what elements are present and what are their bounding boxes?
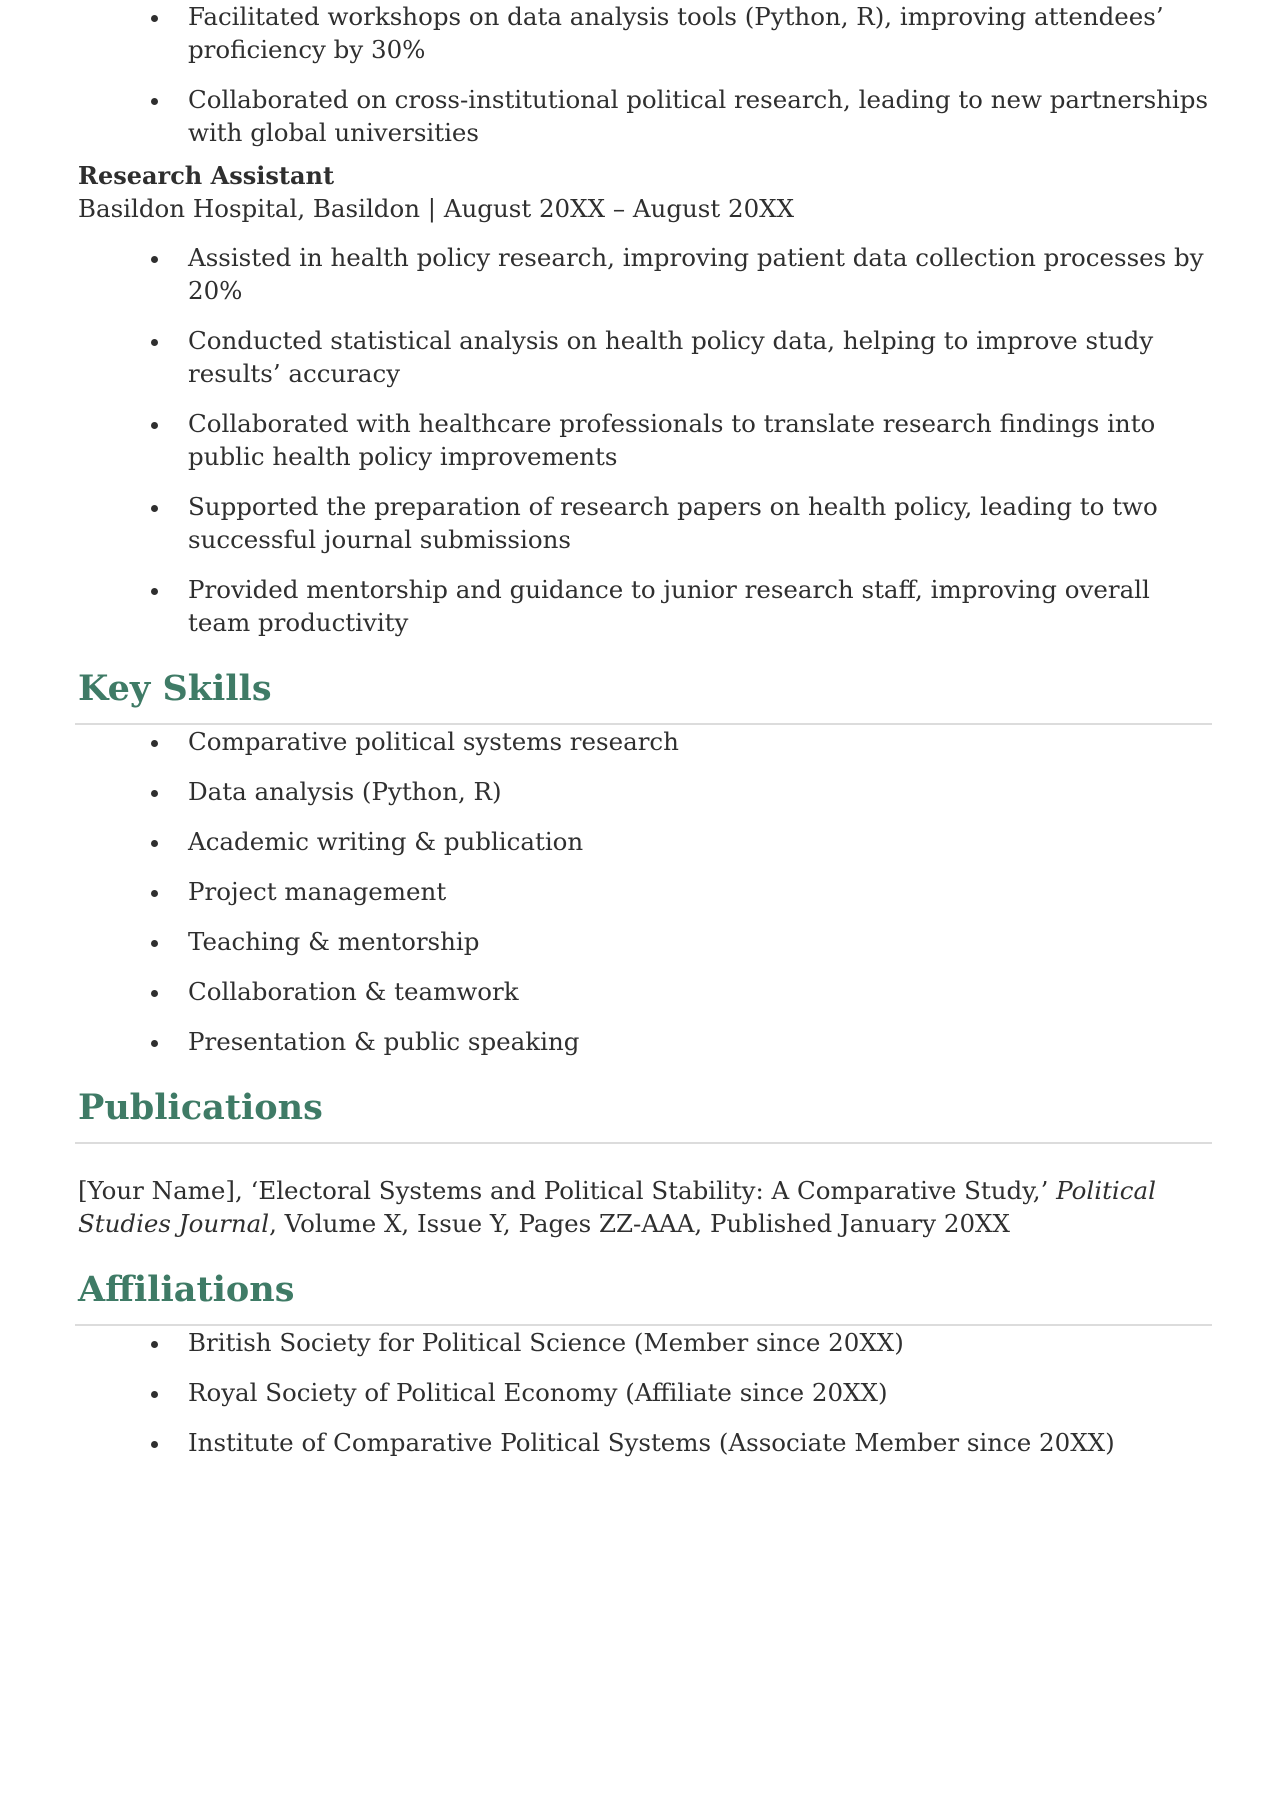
list-item: Conducted statistical analysis on health policy data, helping to improve study results’ accuracy — [188, 324, 1212, 390]
publications-heading: Publications — [75, 1086, 1212, 1144]
list-item: Assisted in health policy research, improving patient data collection processes by 20% — [188, 241, 1212, 307]
affiliations-list — [78, 1326, 1212, 1459]
list-item: Collaboration & teamwork — [188, 975, 1212, 1008]
publication-journal: Political Studies Journal — [78, 1176, 1156, 1238]
list-item: Academic writing & publication — [188, 825, 1212, 858]
resume-page — [78, 0, 1212, 1476]
list-item: Provided mentorship and guidance to junior research staff, improving overall team productivity — [188, 573, 1212, 639]
list-item: Institute of Comparative Political Systems (Associate Member since 20XX) — [188, 1426, 1212, 1459]
list-item: British Society for Political Science (Member since 20XX) — [188, 1326, 1212, 1359]
list-item: Supported the preparation of research papers on health policy, leading to two successful journal submissions — [188, 490, 1212, 556]
experience-bullet-list — [78, 0, 1212, 149]
job-meta: Basildon Hospital, Basildon | August 20XX – August 20XX — [78, 194, 795, 223]
publication-entry-suffix: , Volume X, Issue Y, Pages ZZ-AAA, Published January 20XX — [269, 1209, 1010, 1238]
list-item: Teaching & mentorship — [188, 925, 1212, 958]
publication-entry-prefix: [Your Name], ‘Electoral Systems and Political Stability: A Comparative Study,’ — [78, 1176, 1057, 1205]
list-item: Collaborated with healthcare professionals to translate research findings into public health policy improvements — [188, 407, 1212, 473]
list-item: Facilitated workshops on data analysis tools (Python, R), improving attendees’ proficiency by 30% — [188, 0, 1212, 66]
affiliations-heading: Affiliations — [75, 1268, 1212, 1326]
list-item: Comparative political systems research — [188, 725, 1212, 758]
list-item: Collaborated on cross-institutional political research, leading to new partnerships with global universities — [188, 83, 1212, 149]
list-item: Presentation & public speaking — [188, 1025, 1212, 1058]
research-assistant-bullet-list — [78, 241, 1212, 639]
list-item: Royal Society of Political Economy (Affiliate since 20XX) — [188, 1376, 1212, 1409]
job-title: Research Assistant — [78, 161, 335, 190]
list-item: Project management — [188, 875, 1212, 908]
key-skills-list — [78, 725, 1212, 1058]
key-skills-heading: Key Skills — [75, 667, 1212, 725]
publication-entry — [78, 1174, 1212, 1240]
list-item: Data analysis (Python, R) — [188, 775, 1212, 808]
